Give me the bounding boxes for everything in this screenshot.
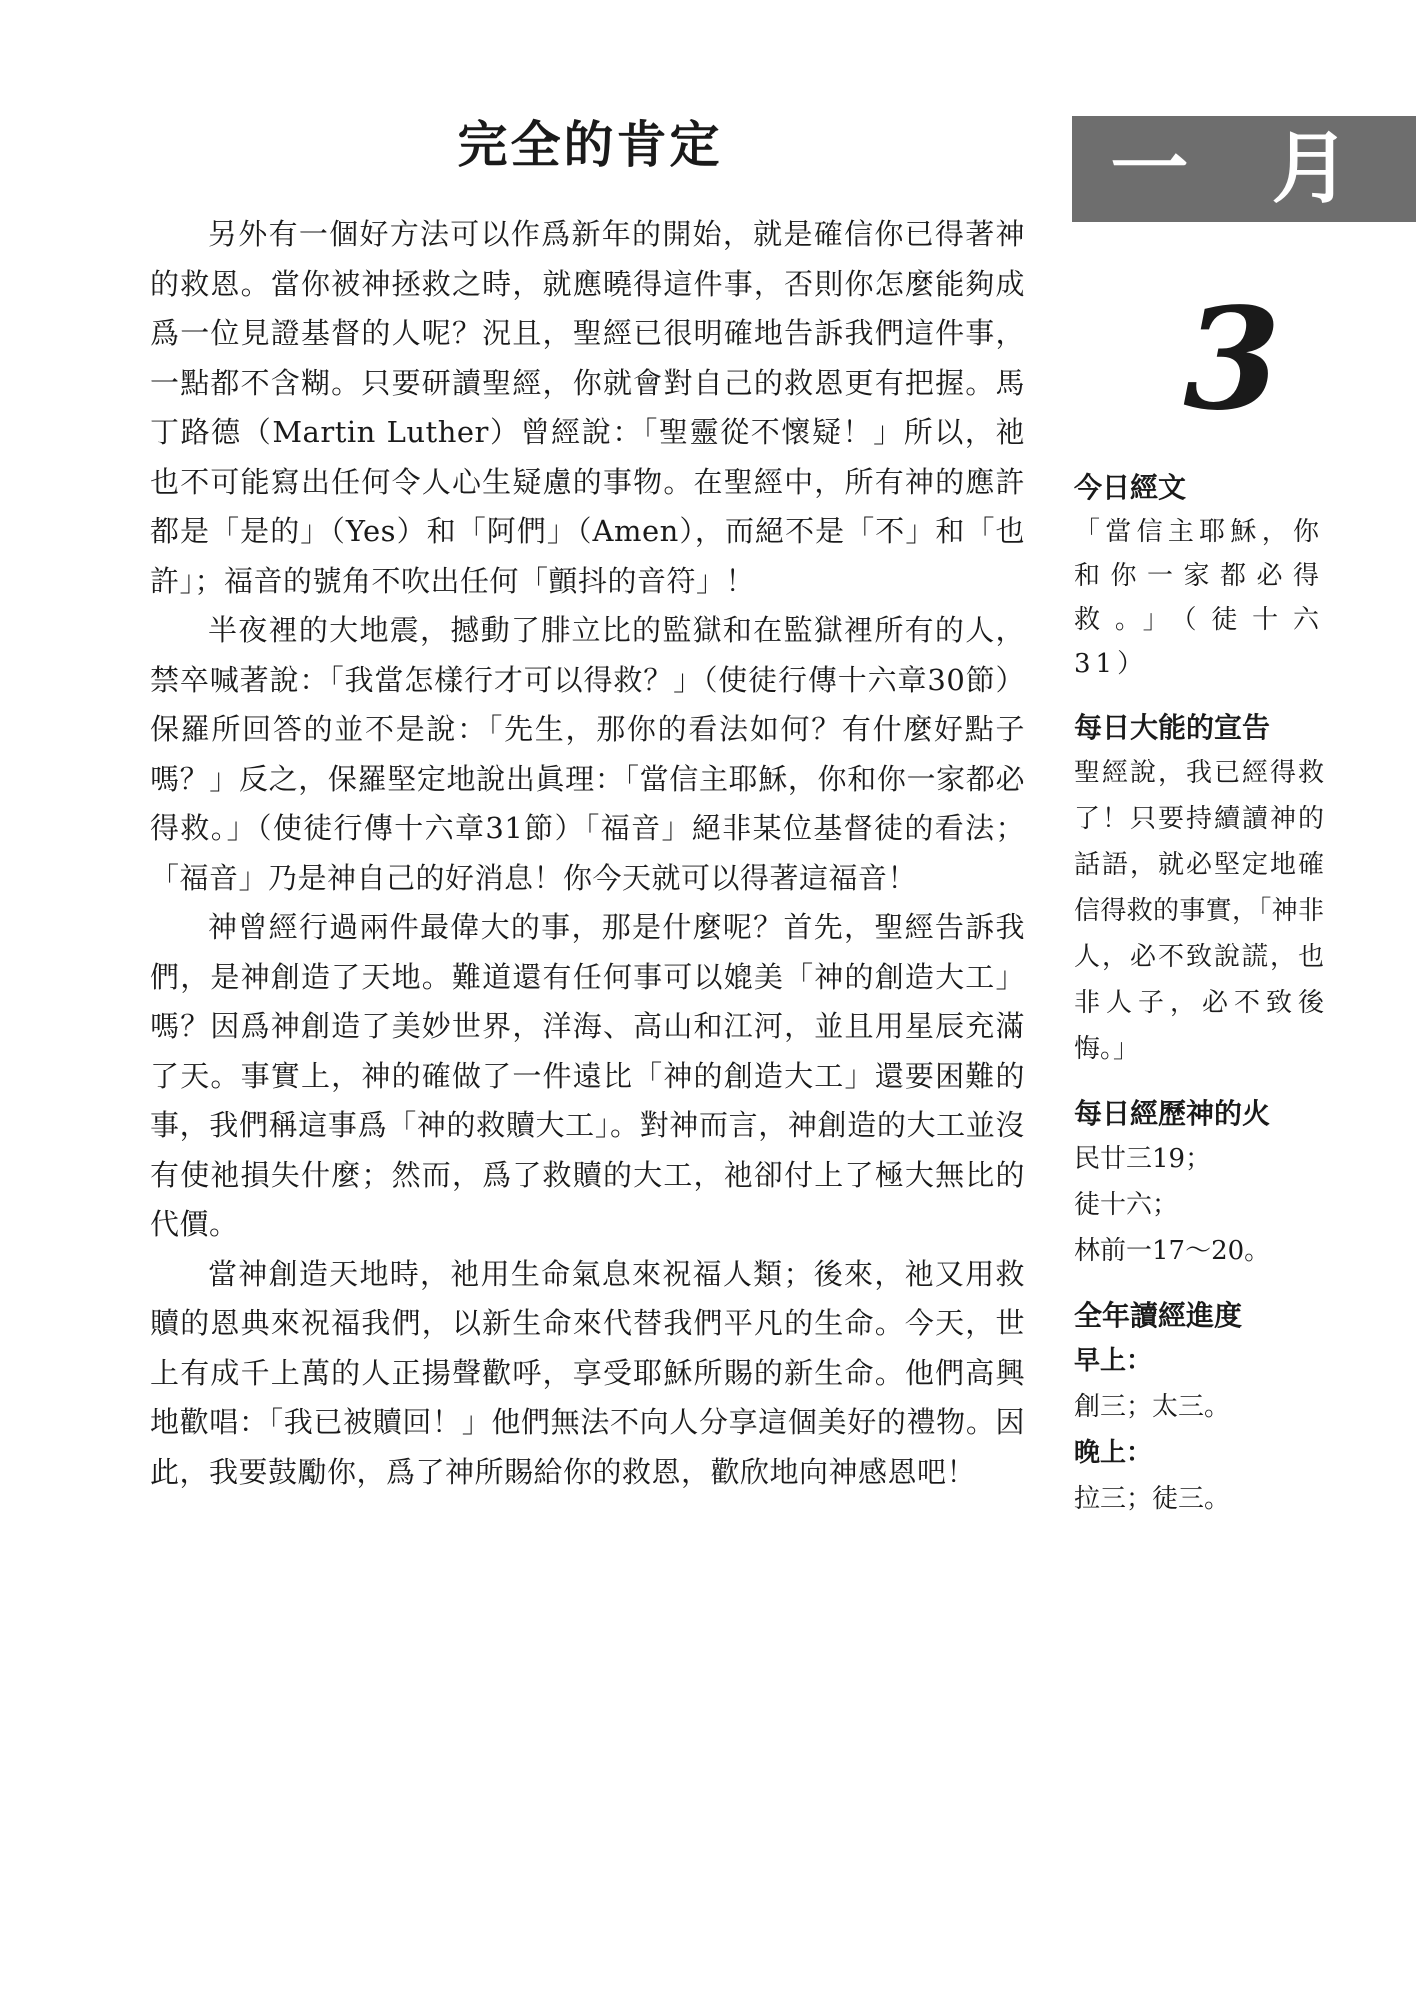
morning-reading: 創三；太三。	[1074, 1392, 1231, 1422]
sidebar	[1074, 466, 1324, 1522]
body-paragraph: 神曾經行過兩件最偉大的事，那是什麼呢？首先，聖經告訴我們，是神創造了天地。難道還有任何事可以媲美「神的創造大工」嗎？因爲神創造了美妙世界，洋海、高山和江河，並且用星辰充滿了天。事實上，神的確做了一件遠比「神的創造大工」還要困難的事，我們稱這事爲「神的救贖大工」。對神而言，神創造的大工並沒有使祂損失什麼；然而，爲了救贖的大工，祂卻付上了極大無比的代價。	[150, 910, 1025, 1241]
day-number: 3	[1183, 278, 1281, 442]
fire-heading: 每日經歷神的火	[1074, 1097, 1271, 1130]
fire-line: 徒十六；	[1074, 1190, 1179, 1220]
fire-line: 民廿三19；	[1074, 1144, 1212, 1174]
verse-heading: 今日經文	[1074, 471, 1187, 504]
month-banner: 一 月	[1072, 116, 1416, 222]
body-paragraph: 半夜裡的大地震，撼動了腓立比的監獄和在監獄裡所有的人，禁卒喊著說：「我當怎樣行才可以得救？」（使徒行傳十六章30節）保羅所回答的並不是說：「先生，那你的看法如何？有什麼好點子嗎？」反之，保羅堅定地說出眞理：「當信主耶穌，你和你一家都必得救。」（使徒行傳十六章31節）「福音」絕非某位基督徒的看法；「福音」乃是神自己的好消息！你今天就可以得著這福音！	[150, 613, 1025, 895]
evening-reading: 拉三；徒三。	[1074, 1484, 1231, 1514]
declaration-text: 聖經說，我已經得救了！只要持續讀神的話語，就必堅定地確信得救的事實，「神非人，必不致說謊，也非人子，必不致後悔。」	[1074, 758, 1324, 1064]
devotional-body	[150, 210, 1025, 1497]
body-paragraph: 另外有一個好方法可以作爲新年的開始，就是確信你已得著神的救恩。當你被神拯救之時，就應曉得這件事，否則你怎麼能夠成爲一位見證基督的人呢？況且，聖經已很明確地告訴我們這件事，一點都不含糊。只要研讀聖經，你就會對自己的救恩更有把握。馬丁路德（Martin Luther）曾經說：「聖靈從不懷疑！」所以，祂也不可能寫出任何令人心生疑慮的事物。在聖經中，所有神的應許都是「是的」（Yes）和「阿們」（Amen），而絕不是「不」和「也許」；福音的號角不吹出任何「顫抖的音符」！	[150, 217, 1025, 598]
reading-heading: 全年讀經進度	[1074, 1299, 1243, 1332]
verse-text: 「當信主耶穌，你和你一家都必得救。」（徒十六31）	[1074, 517, 1324, 679]
morning-label: 早上：	[1074, 1346, 1153, 1376]
fire-line: 林前一17～20。	[1074, 1236, 1271, 1266]
evening-label: 晚上：	[1074, 1438, 1153, 1468]
page-title: 完全的肯定	[457, 115, 723, 174]
body-paragraph: 當神創造天地時，祂用生命氣息來祝福人類；後來，祂又用救贖的恩典來祝福我們，以新生命來代替我們平凡的生命。今天，世上有成千上萬的人正揚聲歡呼，享受耶穌所賜的新生命。他們高興地歡唱：「我已被贖回！」他們無法不向人分享這個美好的禮物。因此，我要鼓勵你，爲了神所賜給你的救恩，歡欣地向神感恩吧！	[150, 1256, 1025, 1489]
declaration-heading: 每日大能的宣告	[1074, 711, 1271, 744]
